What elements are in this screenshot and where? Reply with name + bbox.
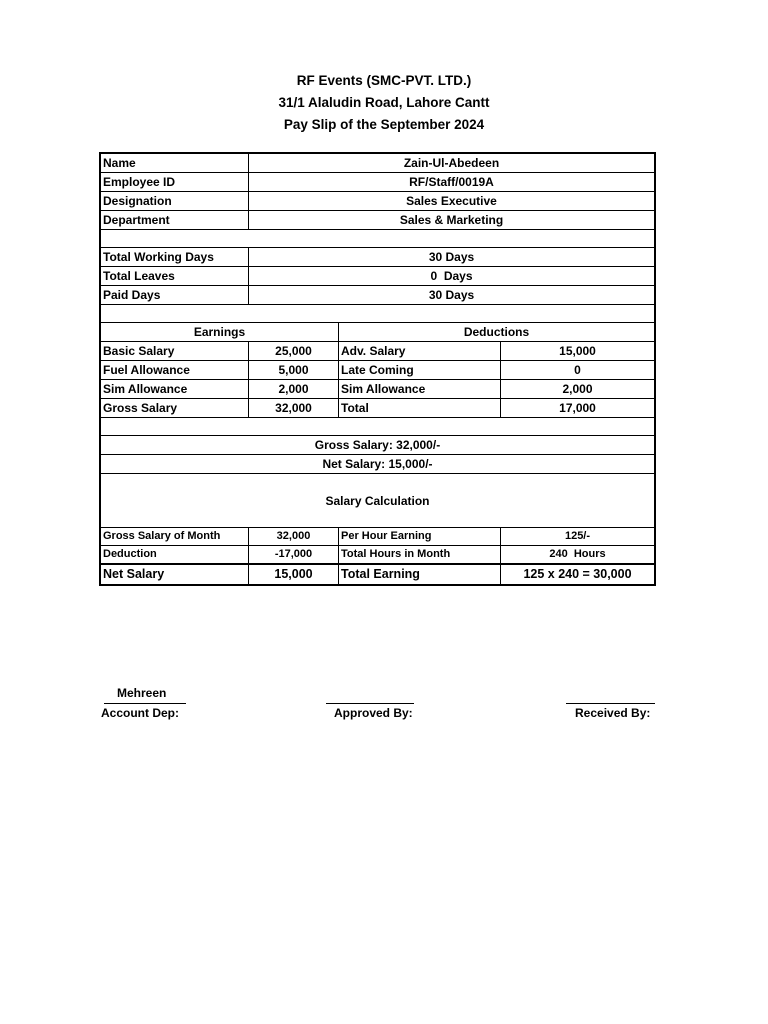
slip-header (0, 70, 768, 136)
net-salary-summary: Net Salary: 15,000/- (322, 457, 433, 471)
designation-value: Sales Executive (248, 192, 654, 210)
company-address: 31/1 Alaludin Road, Lahore Cantt (278, 95, 490, 110)
spacer-row (99, 418, 656, 436)
calc-value: 15,000 (248, 565, 338, 584)
leaves-label: Total Leaves (103, 269, 175, 283)
account-signatory-name: Mehreen (117, 686, 167, 700)
received-signature-line (566, 703, 655, 704)
earning-label: Gross Salary (103, 401, 178, 415)
earning-amount: 2,000 (248, 380, 338, 398)
employee-id-label: Employee ID (103, 175, 176, 189)
calc-label: Gross Salary of Month (103, 530, 221, 542)
working-days-row (99, 248, 656, 267)
paid-days-row (99, 286, 656, 305)
working-days-label: Total Working Days (103, 250, 214, 264)
calc-label: Deduction (103, 548, 157, 560)
earnings-deductions-header (99, 323, 656, 342)
deductions-header: Deductions (338, 323, 654, 341)
salary-row (99, 399, 656, 418)
deduction-label: Late Coming (338, 361, 500, 379)
employee-name-value: Zain-Ul-Abedeen (248, 154, 654, 172)
salary-row (99, 380, 656, 399)
employee-name-row (99, 152, 656, 173)
designation-row (99, 192, 656, 211)
received-by-label: Received By: (575, 706, 651, 720)
spacer-row (99, 230, 656, 248)
pay-slip-table (99, 152, 656, 586)
department-row (99, 211, 656, 230)
approved-signature-line (326, 703, 414, 704)
gross-salary-summary: Gross Salary: 32,000/- (314, 438, 441, 452)
calc-value-2: 125/- (500, 528, 654, 545)
calc-label: Net Salary (103, 567, 165, 581)
deduction-label: Sim Allowance (338, 380, 500, 398)
earning-amount: 32,000 (248, 399, 338, 417)
calc-value-2: 125 x 240 = 30,000 (500, 565, 654, 584)
deduction-amount: 17,000 (500, 399, 654, 417)
salary-row (99, 361, 656, 380)
company-name: RF Events (SMC-PVT. LTD.) (296, 73, 472, 88)
earning-label: Fuel Allowance (103, 363, 190, 377)
salary-calculation-title: Salary Calculation (325, 493, 430, 508)
earning-amount: 5,000 (248, 361, 338, 379)
net-salary-calculation-row (99, 564, 656, 586)
salary-row (99, 342, 656, 361)
paid-days-value: 30 Days (248, 286, 654, 304)
earning-label: Basic Salary (103, 344, 175, 358)
department-value: Sales & Marketing (248, 211, 654, 229)
approved-by-label: Approved By: (334, 706, 413, 720)
working-days-value: 30 Days (248, 248, 654, 266)
slip-title: Pay Slip of the September 2024 (283, 117, 485, 132)
deduction-amount: 0 (500, 361, 654, 379)
employee-name-label: Name (103, 156, 136, 170)
deduction-amount: 15,000 (500, 342, 654, 360)
deduction-label: Total (338, 399, 500, 417)
calc-value: -17,000 (248, 546, 338, 563)
calc-label-2: Per Hour Earning (338, 528, 500, 545)
leaves-row (99, 267, 656, 286)
calculation-row (99, 528, 656, 546)
designation-label: Designation (103, 194, 172, 208)
calc-label-2: Total Hours in Month (338, 546, 500, 563)
earning-label: Sim Allowance (103, 382, 188, 396)
net-salary-summary-row (99, 455, 656, 474)
deduction-label: Adv. Salary (338, 342, 500, 360)
salary-calculation-title-row (99, 474, 656, 528)
deduction-amount: 2,000 (500, 380, 654, 398)
calc-value-2: 240 Hours (500, 546, 654, 563)
calc-label-2: Total Earning (338, 565, 500, 584)
spacer-row (99, 305, 656, 323)
calc-value: 32,000 (248, 528, 338, 545)
employee-id-value: RF/Staff/0019A (248, 173, 654, 191)
earning-amount: 25,000 (248, 342, 338, 360)
account-signature-line (104, 703, 186, 704)
employee-id-row (99, 173, 656, 192)
department-label: Department (103, 213, 170, 227)
paid-days-label: Paid Days (103, 288, 161, 302)
gross-salary-summary-row (99, 436, 656, 455)
calculation-row (99, 546, 656, 564)
earnings-header: Earnings (193, 325, 246, 339)
leaves-value: 0 Days (248, 267, 654, 285)
account-dep-label: Account Dep: (101, 706, 179, 720)
